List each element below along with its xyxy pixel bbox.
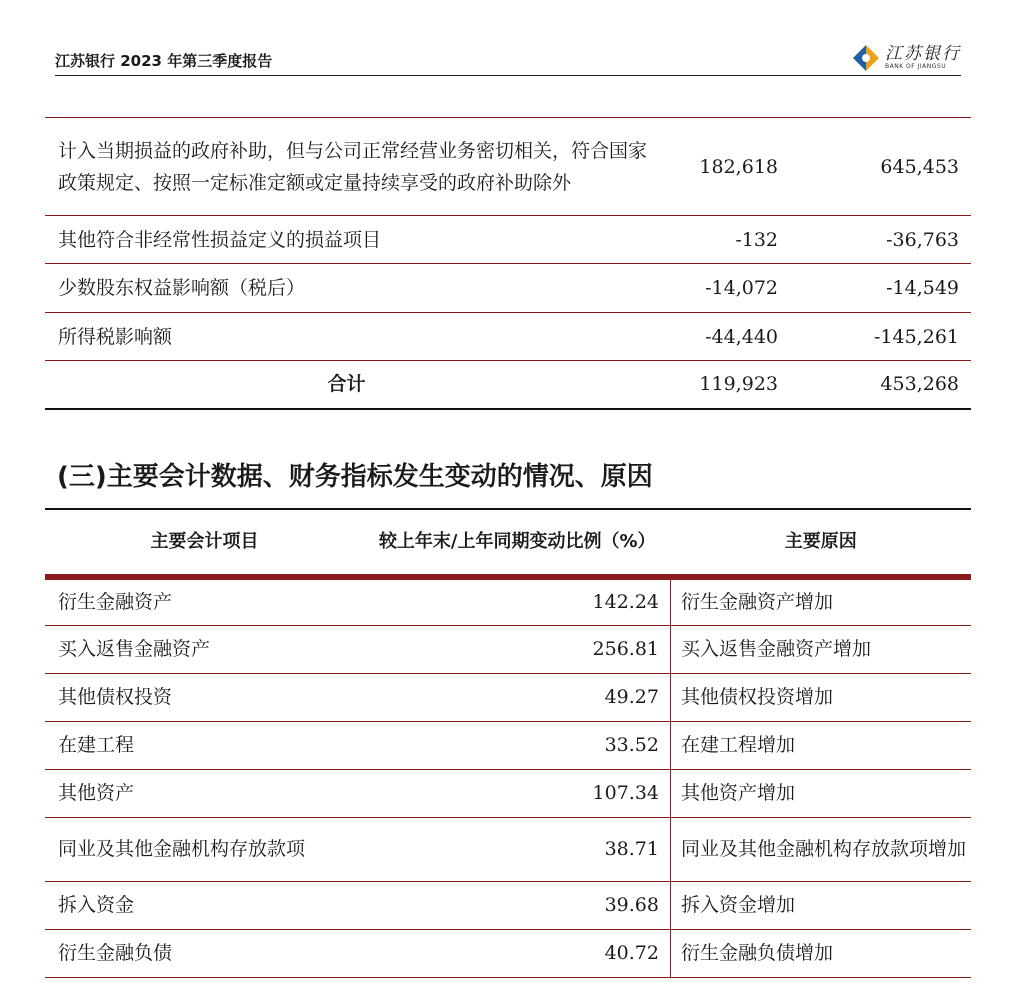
reason-cell: 衍生金融资产增加 [671,577,972,625]
total-value-ytd: 453,268 [786,361,971,409]
pct-cell: 107.34 [364,769,671,817]
table-row [45,673,971,721]
header-reason: 主要原因 [671,509,972,577]
header-item: 主要会计项目 [45,509,364,577]
item-cell: 其他资产 [45,769,364,817]
row-value-ytd: -14,549 [786,264,971,313]
reason-cell: 其他债权投资增加 [671,673,972,721]
row-value-ytd: 645,453 [786,118,971,216]
table-row [45,929,971,977]
row-label: 少数股东权益影响额（税后） [45,264,648,313]
table-row [45,721,971,769]
row-value-ytd: -145,261 [786,313,971,361]
logo-english-name: BANK OF JIANGSU [885,63,947,70]
row-value-current: -132 [648,216,786,264]
non-recurring-gains-table [45,117,971,410]
row-value-current: -14,072 [648,264,786,313]
total-row [45,361,971,409]
table-row [45,264,971,313]
table-row [45,118,971,216]
table-row [45,577,971,625]
row-value-current: 182,618 [648,118,786,216]
item-cell: 拆入资金 [45,881,364,929]
row-value-ytd: -36,763 [786,216,971,264]
page-header [55,42,961,76]
table-row [45,881,971,929]
item-cell: 在建工程 [45,721,364,769]
row-label: 所得税影响额 [45,313,648,361]
item-cell: 同业及其他金融机构存放款项 [45,817,364,881]
reason-cell: 其他资产增加 [671,769,972,817]
reason-cell: 同业及其他金融机构存放款项增加 [671,817,972,881]
reason-cell: 拆入资金增加 [671,881,972,929]
pct-cell: 142.24 [364,577,671,625]
pct-cell: 40.72 [364,929,671,977]
table-row [45,817,971,881]
section-title: (三)主要会计数据、财务指标发生变动的情况、原因 [57,462,653,492]
item-cell: 衍生金融资产 [45,577,364,625]
table-row [45,313,971,361]
reason-cell: 在建工程增加 [671,721,972,769]
reason-cell: 衍生金融负债增加 [671,929,972,977]
row-value-current: -44,440 [648,313,786,361]
pct-cell: 38.71 [364,817,671,881]
pct-cell: 33.52 [364,721,671,769]
reason-cell: 买入返售金融资产增加 [671,625,972,673]
total-value-current: 119,923 [648,361,786,409]
item-cell: 其他债权投资 [45,673,364,721]
header-change-pct: 较上年末/上年同期变动比例（%） [364,509,671,577]
pct-cell: 39.68 [364,881,671,929]
row-label: 其他符合非经常性损益定义的损益项目 [45,216,648,264]
pct-cell: 49.27 [364,673,671,721]
pct-cell: 256.81 [364,625,671,673]
total-label: 合计 [45,361,648,409]
table-header-row [45,509,971,577]
table-row [45,216,971,264]
table-row [45,769,971,817]
item-cell: 买入返售金融资产 [45,625,364,673]
report-title: 江苏银行 2023 年第三季度报告 [55,52,273,70]
bank-logo-icon [851,43,881,73]
accounting-changes-table [45,508,971,978]
row-label: 计入当期损益的政府补助，但与公司正常经营业务密切相关，符合国家政策规定、按照一定标准定额或定量持续享受的政府补助除外 [45,118,648,216]
logo-chinese-name: 江苏银行 [885,44,961,64]
bank-logo [851,42,961,74]
item-cell: 衍生金融负债 [45,929,364,977]
table-row [45,625,971,673]
